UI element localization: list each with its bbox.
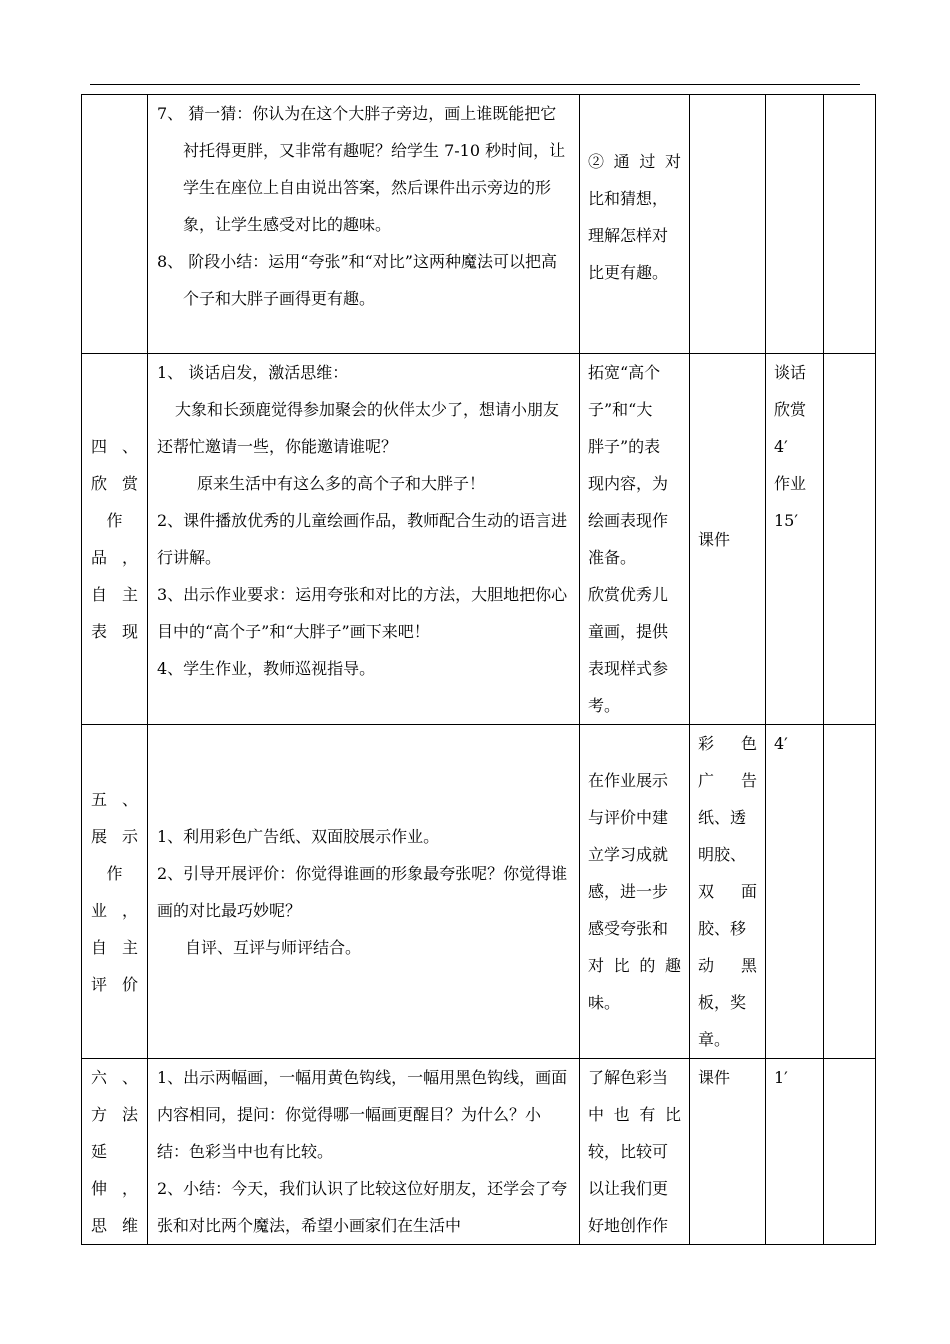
media-line: 胶、移 — [698, 919, 747, 938]
stage-line: 作 — [106, 511, 123, 530]
time-line: 4′ — [774, 437, 788, 456]
media-cell — [690, 1059, 766, 1245]
table-row — [82, 95, 876, 354]
stage-line: 自主 — [91, 585, 138, 604]
intent-cell — [580, 725, 690, 1059]
stage-line: 展示 — [91, 826, 138, 846]
content-item: 2、课件播放优秀的儿童绘画作品，教师配合生动的语言进行讲解。 — [157, 511, 568, 567]
media-line: 课件 — [698, 529, 731, 549]
intent-line: 欣赏优秀儿 — [588, 585, 669, 604]
note-cell — [824, 95, 876, 354]
media-line: 板，奖 — [698, 993, 747, 1012]
table-row — [82, 725, 876, 1059]
time-line: 4′ — [774, 734, 788, 753]
note-cell — [824, 1059, 876, 1245]
intent-line: ②通过对 — [588, 152, 681, 171]
stage-line: 评价 — [91, 974, 138, 994]
content-item: 2、小结：今天，我们认识了比较这位好朋友，还学会了夸张和对比两个魔法，希望小画家们在生活中 — [157, 1179, 568, 1235]
content-item: 7、 猜一猜：你认为在这个大胖子旁边，画上谁既能把它衬托得更胖，又非常有趣呢？给学生 7-10 秒时间，让学生在座位上自由说出答案，然后课件出示旁边的形象，让学生感受对比的趣味。 — [157, 104, 566, 234]
media-line: 章。 — [698, 1030, 731, 1049]
stage-line: 业， — [91, 900, 138, 920]
time-line: 15′ — [774, 511, 798, 530]
time-line: 作业 — [774, 474, 807, 493]
intent-line: 中也有比 — [588, 1105, 681, 1124]
content-item: 8、 阶段小结：运用“夸张”和“对比”这两种魔法可以把高个子和大胖子画得更有趣。 — [157, 252, 557, 308]
stage-line: 品， — [91, 548, 138, 567]
content-cell — [148, 1059, 580, 1245]
content-item: 原来生活中有这么多的高个子和大胖子！ — [197, 474, 486, 493]
intent-line: 拓宽“高个 — [588, 363, 661, 382]
time-cell — [766, 725, 824, 1059]
intent-line: 与评价中建 — [588, 808, 669, 827]
media-line: 广告 — [698, 771, 757, 790]
intent-line: 表现样式参 — [588, 659, 669, 678]
intent-line: 较，比较可 — [588, 1142, 669, 1161]
note-cell — [824, 354, 876, 725]
media-line: 双面 — [698, 882, 757, 901]
intent-line: 感，进一步 — [588, 882, 669, 901]
stage-line: 思维 — [91, 1216, 138, 1235]
stage-line: 五、 — [91, 789, 138, 809]
intent-line: 好地创作作 — [588, 1216, 669, 1235]
intent-line: 了解色彩当 — [588, 1068, 669, 1087]
media-line: 彩色 — [698, 734, 757, 753]
stage-line: 四、 — [91, 437, 138, 456]
time-line: 欣赏 — [774, 400, 807, 419]
intent-cell — [580, 1059, 690, 1245]
media-cell — [690, 354, 766, 725]
intent-line: 童画，提供 — [588, 622, 669, 641]
stage-line: 六、 — [91, 1068, 138, 1087]
time-cell — [766, 95, 824, 354]
stage-line: 作 — [106, 863, 123, 883]
intent-line: 准备。 — [588, 548, 637, 567]
stage-cell — [82, 95, 148, 354]
media-line: 明胶、 — [698, 845, 747, 864]
lesson-plan-table — [81, 94, 876, 1245]
stage-cell — [82, 1059, 148, 1245]
table-row — [82, 354, 876, 725]
intent-cell — [580, 95, 690, 354]
intent-line: 味。 — [588, 993, 621, 1012]
stage-line: 方法 — [91, 1105, 138, 1124]
intent-line: 比更有趣。 — [588, 263, 669, 282]
content-item: 大象和长颈鹿觉得参加聚会的伙伴太少了，想请小朋友还帮忙邀请一些，你能邀请谁呢？ — [157, 400, 560, 456]
header-rule — [90, 84, 860, 85]
intent-line: 绘画表现作 — [588, 511, 669, 530]
intent-line: 理解怎样对 — [588, 226, 669, 245]
content-item: 1、 谈话启发，激活思维： — [157, 363, 349, 382]
table-row — [82, 1059, 876, 1245]
intent-line: 子”和“大 — [588, 400, 653, 419]
content-item: 3、出示作业要求：运用夸张和对比的方法，大胆地把你心目中的“高个子”和“大胖子”画下来吧！ — [157, 585, 568, 641]
stage-line: 延 — [91, 1142, 108, 1161]
content-item: 1、利用彩色广告纸、双面胶展示作业。 — [157, 826, 440, 846]
stage-cell — [82, 354, 148, 725]
content-item: 4、学生作业，教师巡视指导。 — [157, 659, 376, 678]
intent-line: 考。 — [588, 696, 621, 715]
intent-line: 对比的趣 — [588, 956, 681, 975]
media-line: 动黑 — [698, 956, 757, 975]
media-cell — [690, 95, 766, 354]
stage-line: 自主 — [91, 937, 138, 957]
time-line: 1′ — [774, 1068, 788, 1087]
intent-line: 立学习成就 — [588, 845, 669, 864]
time-cell — [766, 1059, 824, 1245]
stage-line: 表现 — [91, 622, 138, 641]
intent-cell — [580, 354, 690, 725]
intent-line: 现内容，为 — [588, 474, 669, 493]
intent-line: 感受夸张和 — [588, 919, 669, 938]
time-line: 谈话 — [774, 363, 807, 382]
content-item: 2、引导开展评价：你觉得谁画的形象最夸张呢？你觉得谁画的对比最巧妙呢？ — [157, 863, 568, 920]
time-cell — [766, 354, 824, 725]
media-cell — [690, 725, 766, 1059]
content-item: 1、出示两幅画，一幅用黄色钩线，一幅用黑色钩线，画面内容相同，提问：你觉得哪一幅画更醒目？为什么？小结：色彩当中也有比较。 — [157, 1068, 568, 1161]
intent-line: 胖子”的表 — [588, 437, 661, 456]
media-line: 纸、透 — [698, 808, 747, 827]
intent-line: 比和猜想， — [588, 189, 669, 208]
intent-line: 在作业展示 — [588, 771, 669, 790]
stage-line: 伸， — [91, 1179, 138, 1198]
stage-line: 欣赏 — [91, 474, 138, 493]
content-cell — [148, 354, 580, 725]
content-cell — [148, 725, 580, 1059]
content-item: 自评、互评与师评结合。 — [185, 937, 362, 957]
note-cell — [824, 725, 876, 1059]
intent-line: 以让我们更 — [588, 1179, 669, 1198]
media-line: 课件 — [698, 1068, 731, 1087]
stage-cell — [82, 725, 148, 1059]
content-cell — [148, 95, 580, 354]
